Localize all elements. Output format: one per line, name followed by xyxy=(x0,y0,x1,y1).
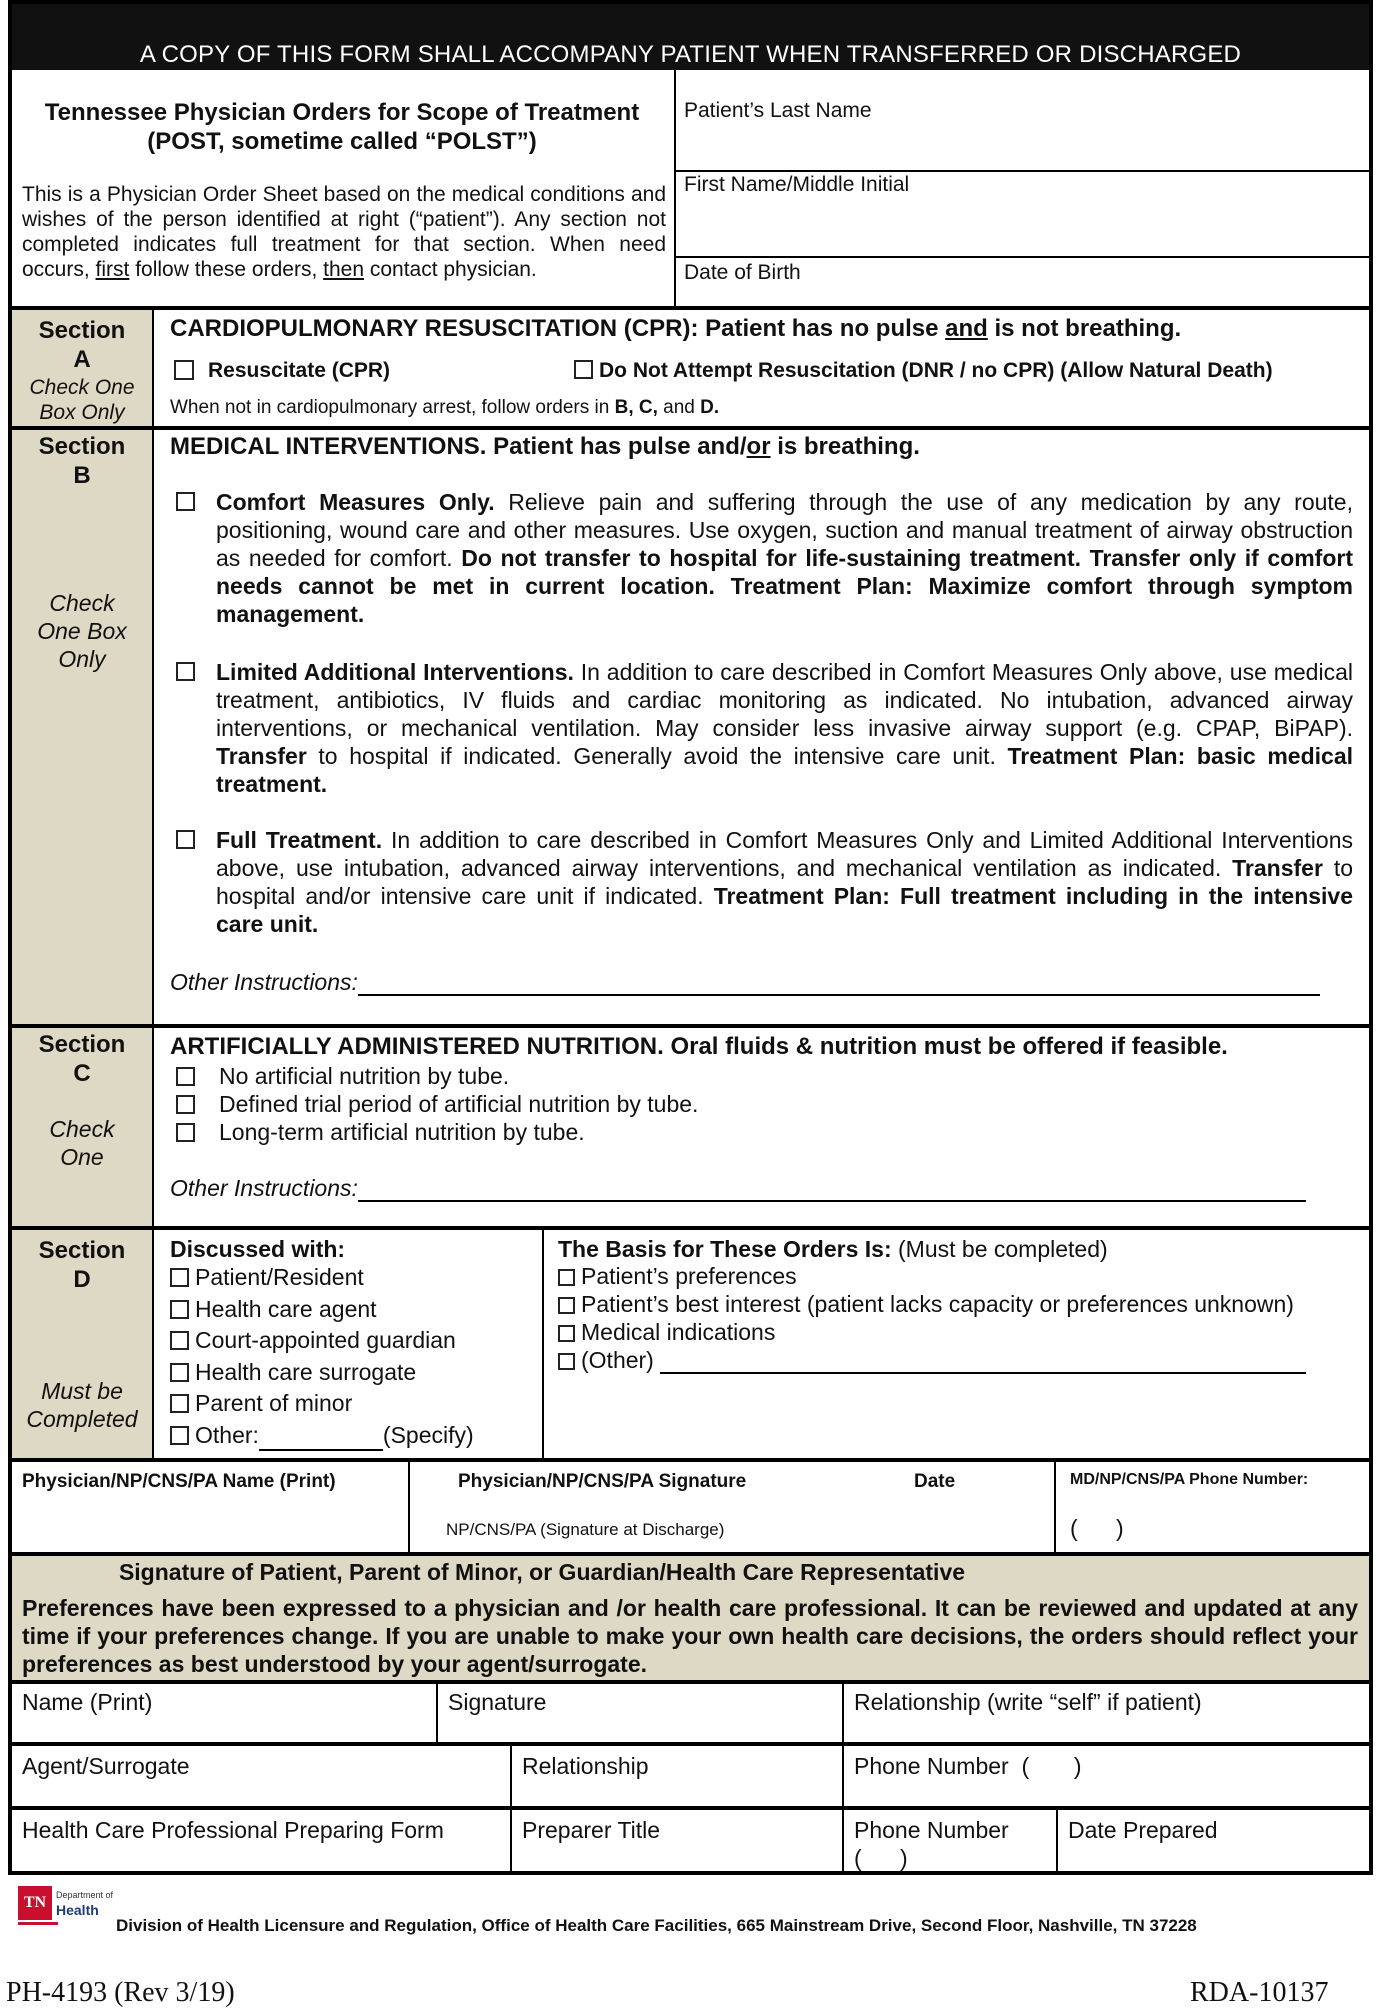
comfort-measures-checkbox[interactable] xyxy=(176,492,195,511)
physician-signature-label: Physician/NP/CNS/PA Signature xyxy=(458,1471,747,1492)
physician-name-label: Physician/NP/CNS/PA Name (Print) xyxy=(22,1471,336,1492)
section-b-title: MEDICAL INTERVENTIONS. Patient has pulse and/or is breathing. xyxy=(170,433,920,460)
patient-dob-field[interactable] xyxy=(676,284,1369,308)
physician-name-field[interactable] xyxy=(16,1496,404,1548)
nutrition-option-none[interactable]: No artificial nutrition by tube. xyxy=(176,1062,698,1090)
signature-block xyxy=(12,1556,1369,1680)
form-number: PH-4193 (Rev 3/19) xyxy=(6,1977,235,2008)
intro-text: This is a Physician Order Sheet based on the medical conditions and wishes of the person identified at right (“patient”). Any section not completed indicates full treatment for that section. When need occurs, first follow these orders, then contact physician. xyxy=(22,183,666,281)
basis-preferences[interactable]: Patient’s preferences xyxy=(558,1262,1306,1290)
section-d-label: Section D Must be Completed xyxy=(12,1230,154,1458)
form-title-line1: Tennessee Physician Orders for Scope of Treatment xyxy=(44,99,640,126)
date-prepared-label: Date Prepared xyxy=(1068,1817,1218,1843)
physician-signature-field[interactable] xyxy=(412,1496,1050,1516)
preparer-title-label: Preparer Title xyxy=(522,1817,661,1843)
discussed-other-field[interactable] xyxy=(259,1427,383,1451)
section-c-label: Section C Check One xyxy=(12,1028,154,1226)
agent-phone-label: Phone Number ( ) xyxy=(854,1753,1082,1779)
form-title xyxy=(12,98,672,157)
nutrition-trial-checkbox[interactable] xyxy=(176,1095,195,1114)
full-treatment-option[interactable]: Full Treatment. In addition to care described in Comfort Measures Only and Limited Additional Interventions above, use intubation, advanced airway interventions, and mechanical ventilation as indicated. Transfer to hospital and/or intensive care unit if indicated. Treatment Plan: Full treatment including in the intensive care unit. xyxy=(172,826,1353,938)
name-print-label: Name (Print) xyxy=(22,1689,153,1715)
patient-first-name-label: First Name/Middle Initial xyxy=(684,173,910,196)
section-a-title: CARDIOPULMONARY RESUSCITATION (CPR): Patient has no pulse and is not breathing. xyxy=(170,315,1182,342)
agent-surrogate-label: Agent/Surrogate xyxy=(22,1753,190,1779)
tn-health-logo: TN Department of Health xyxy=(14,1884,110,1942)
full-treatment-checkbox[interactable] xyxy=(176,830,195,849)
form-title-line2: (POST, sometime called “POLST”) xyxy=(147,128,537,156)
banner: A COPY OF THIS FORM SHALL ACCOMPANY PATIENT WHEN TRANSFERRED OR DISCHARGED xyxy=(12,4,1369,70)
nutrition-option-trial[interactable]: Defined trial period of artificial nutrition by tube. xyxy=(176,1090,698,1118)
nutrition-option-longterm[interactable]: Long-term artificial nutrition by tube. xyxy=(176,1118,698,1146)
discharge-signature-label: NP/CNS/PA (Signature at Discharge) xyxy=(446,1520,725,1539)
nutrition-none-checkbox[interactable] xyxy=(176,1067,195,1086)
discussed-other[interactable]: Other: (Specify) xyxy=(170,1420,474,1452)
preparer-phone-field[interactable]: ( ) xyxy=(854,1845,908,1871)
rda-number: RDA-10137 xyxy=(1190,1977,1329,2008)
dnr-checkbox[interactable] xyxy=(574,360,593,379)
section-c-other-field[interactable] xyxy=(358,1178,1306,1202)
section-b-other-field[interactable] xyxy=(358,972,1320,996)
signature-text: Preferences have been expressed to a physician and /or health care professional. It can be reviewed and updated at any time if your preferences change. If you are unable to make your own health care decisions, the orders should reflect your preferences as best understood by your agent/surrogate. xyxy=(22,1595,1358,1677)
discussed-patient[interactable]: Patient/Resident xyxy=(170,1262,474,1294)
signature-label: Signature xyxy=(448,1689,547,1715)
agent-relationship-label: Relationship xyxy=(522,1753,649,1779)
section-c-title: ARTIFICIALLY ADMINISTERED NUTRITION. Oral fluids & nutrition must be offered if feasible. xyxy=(170,1033,1228,1060)
signature-title: Signature of Patient, Parent of Minor, or Guardian/Health Care Representative xyxy=(118,1559,966,1585)
section-b-other-instructions: Other Instructions: xyxy=(170,968,1320,996)
dnr-option[interactable]: Do Not Attempt Resuscitation (DNR / no CPR) (Allow Natural Death) xyxy=(574,358,1273,384)
header-block xyxy=(12,70,1369,310)
preparer-label: Health Care Professional Preparing Form xyxy=(22,1817,444,1843)
section-c-other-instructions: Other Instructions: xyxy=(170,1174,1306,1202)
section-a-label: Section A Check One Box Only xyxy=(12,310,154,428)
footer-address: Division of Health Licensure and Regulation, Office of Health Care Facilities, 665 Mainstream Drive, Second Floor, Nashville, TN 37228 xyxy=(116,1916,1197,1935)
cpr-option[interactable]: Resuscitate (CPR) xyxy=(174,358,390,384)
basis-medical[interactable]: Medical indications xyxy=(558,1318,1306,1346)
discussed-surrogate[interactable]: Health care surrogate xyxy=(170,1357,474,1389)
physician-phone-field[interactable]: ( ) xyxy=(1070,1515,1124,1541)
limited-interventions-checkbox[interactable] xyxy=(176,662,195,681)
physician-phone-label: MD/NP/CNS/PA Phone Number: xyxy=(1070,1471,1309,1488)
discussed-parent[interactable]: Parent of minor xyxy=(170,1388,474,1420)
section-b-label: Section B Check One Box Only xyxy=(12,430,154,1026)
basis-other[interactable]: (Other) xyxy=(558,1346,1306,1374)
physician-date-label: Date xyxy=(914,1471,956,1492)
comfort-measures-option[interactable]: Comfort Measures Only. Relieve pain and suffering through the use of any medication by any route, positioning, wound care and other measures. Use oxygen, suction and manual treatment of airway obstruction as needed for comfort. Do not transfer to hospital for life-sustaining treatment. Transfer only if comfort needs cannot be met in current location. Treatment Plan: Maximize comfort through symptom management. xyxy=(172,488,1353,628)
limited-interventions-option[interactable]: Limited Additional Interventions. In addition to care described in Comfort Measures Only above, use medical treatment, antibiotics, IV fluids and cardiac monitoring as indicated. No intubation, advanced airway interventions, or mechanical ventilation. May consider less invasive airway support (e.g. CPAP, BiPAP). Transfer to hospital if indicated. Generally avoid the intensive care unit. Treatment Plan: basic medical treatment. xyxy=(172,658,1353,798)
patient-first-name-field[interactable] xyxy=(676,200,1369,254)
cpr-checkbox[interactable] xyxy=(174,360,194,380)
patient-last-name-label: Patient’s Last Name xyxy=(684,99,872,122)
basis-for-orders: The Basis for These Orders Is: (Must be completed) Patient’s preferences Patient’s best interest (patient lacks capacity or preferences unknown) Medical indications (Other) xyxy=(558,1236,1306,1374)
relationship-self-label: Relationship (write “self” if patient) xyxy=(854,1689,1202,1715)
patient-dob-label: Date of Birth xyxy=(684,261,801,284)
basis-other-field[interactable] xyxy=(660,1352,1306,1374)
patient-last-name-field[interactable] xyxy=(676,128,1369,170)
form-frame xyxy=(8,0,1373,1875)
discussed-with: Discussed with: Patient/Resident Health care agent Court-appointed guardian Health care surrogate Parent of minor Other: (Specify) xyxy=(170,1236,474,1451)
discussed-agent[interactable]: Health care agent xyxy=(170,1294,474,1326)
preparer-phone-label: Phone Number xyxy=(854,1817,1009,1843)
discussed-guardian[interactable]: Court-appointed guardian xyxy=(170,1325,474,1357)
nutrition-longterm-checkbox[interactable] xyxy=(176,1123,195,1142)
nutrition-options xyxy=(176,1062,698,1146)
section-a-footer: When not in cardiopulmonary arrest, follow orders in B, C, and D. xyxy=(170,397,720,418)
basis-best-interest[interactable]: Patient’s best interest (patient lacks capacity or preferences unknown) xyxy=(558,1290,1306,1318)
